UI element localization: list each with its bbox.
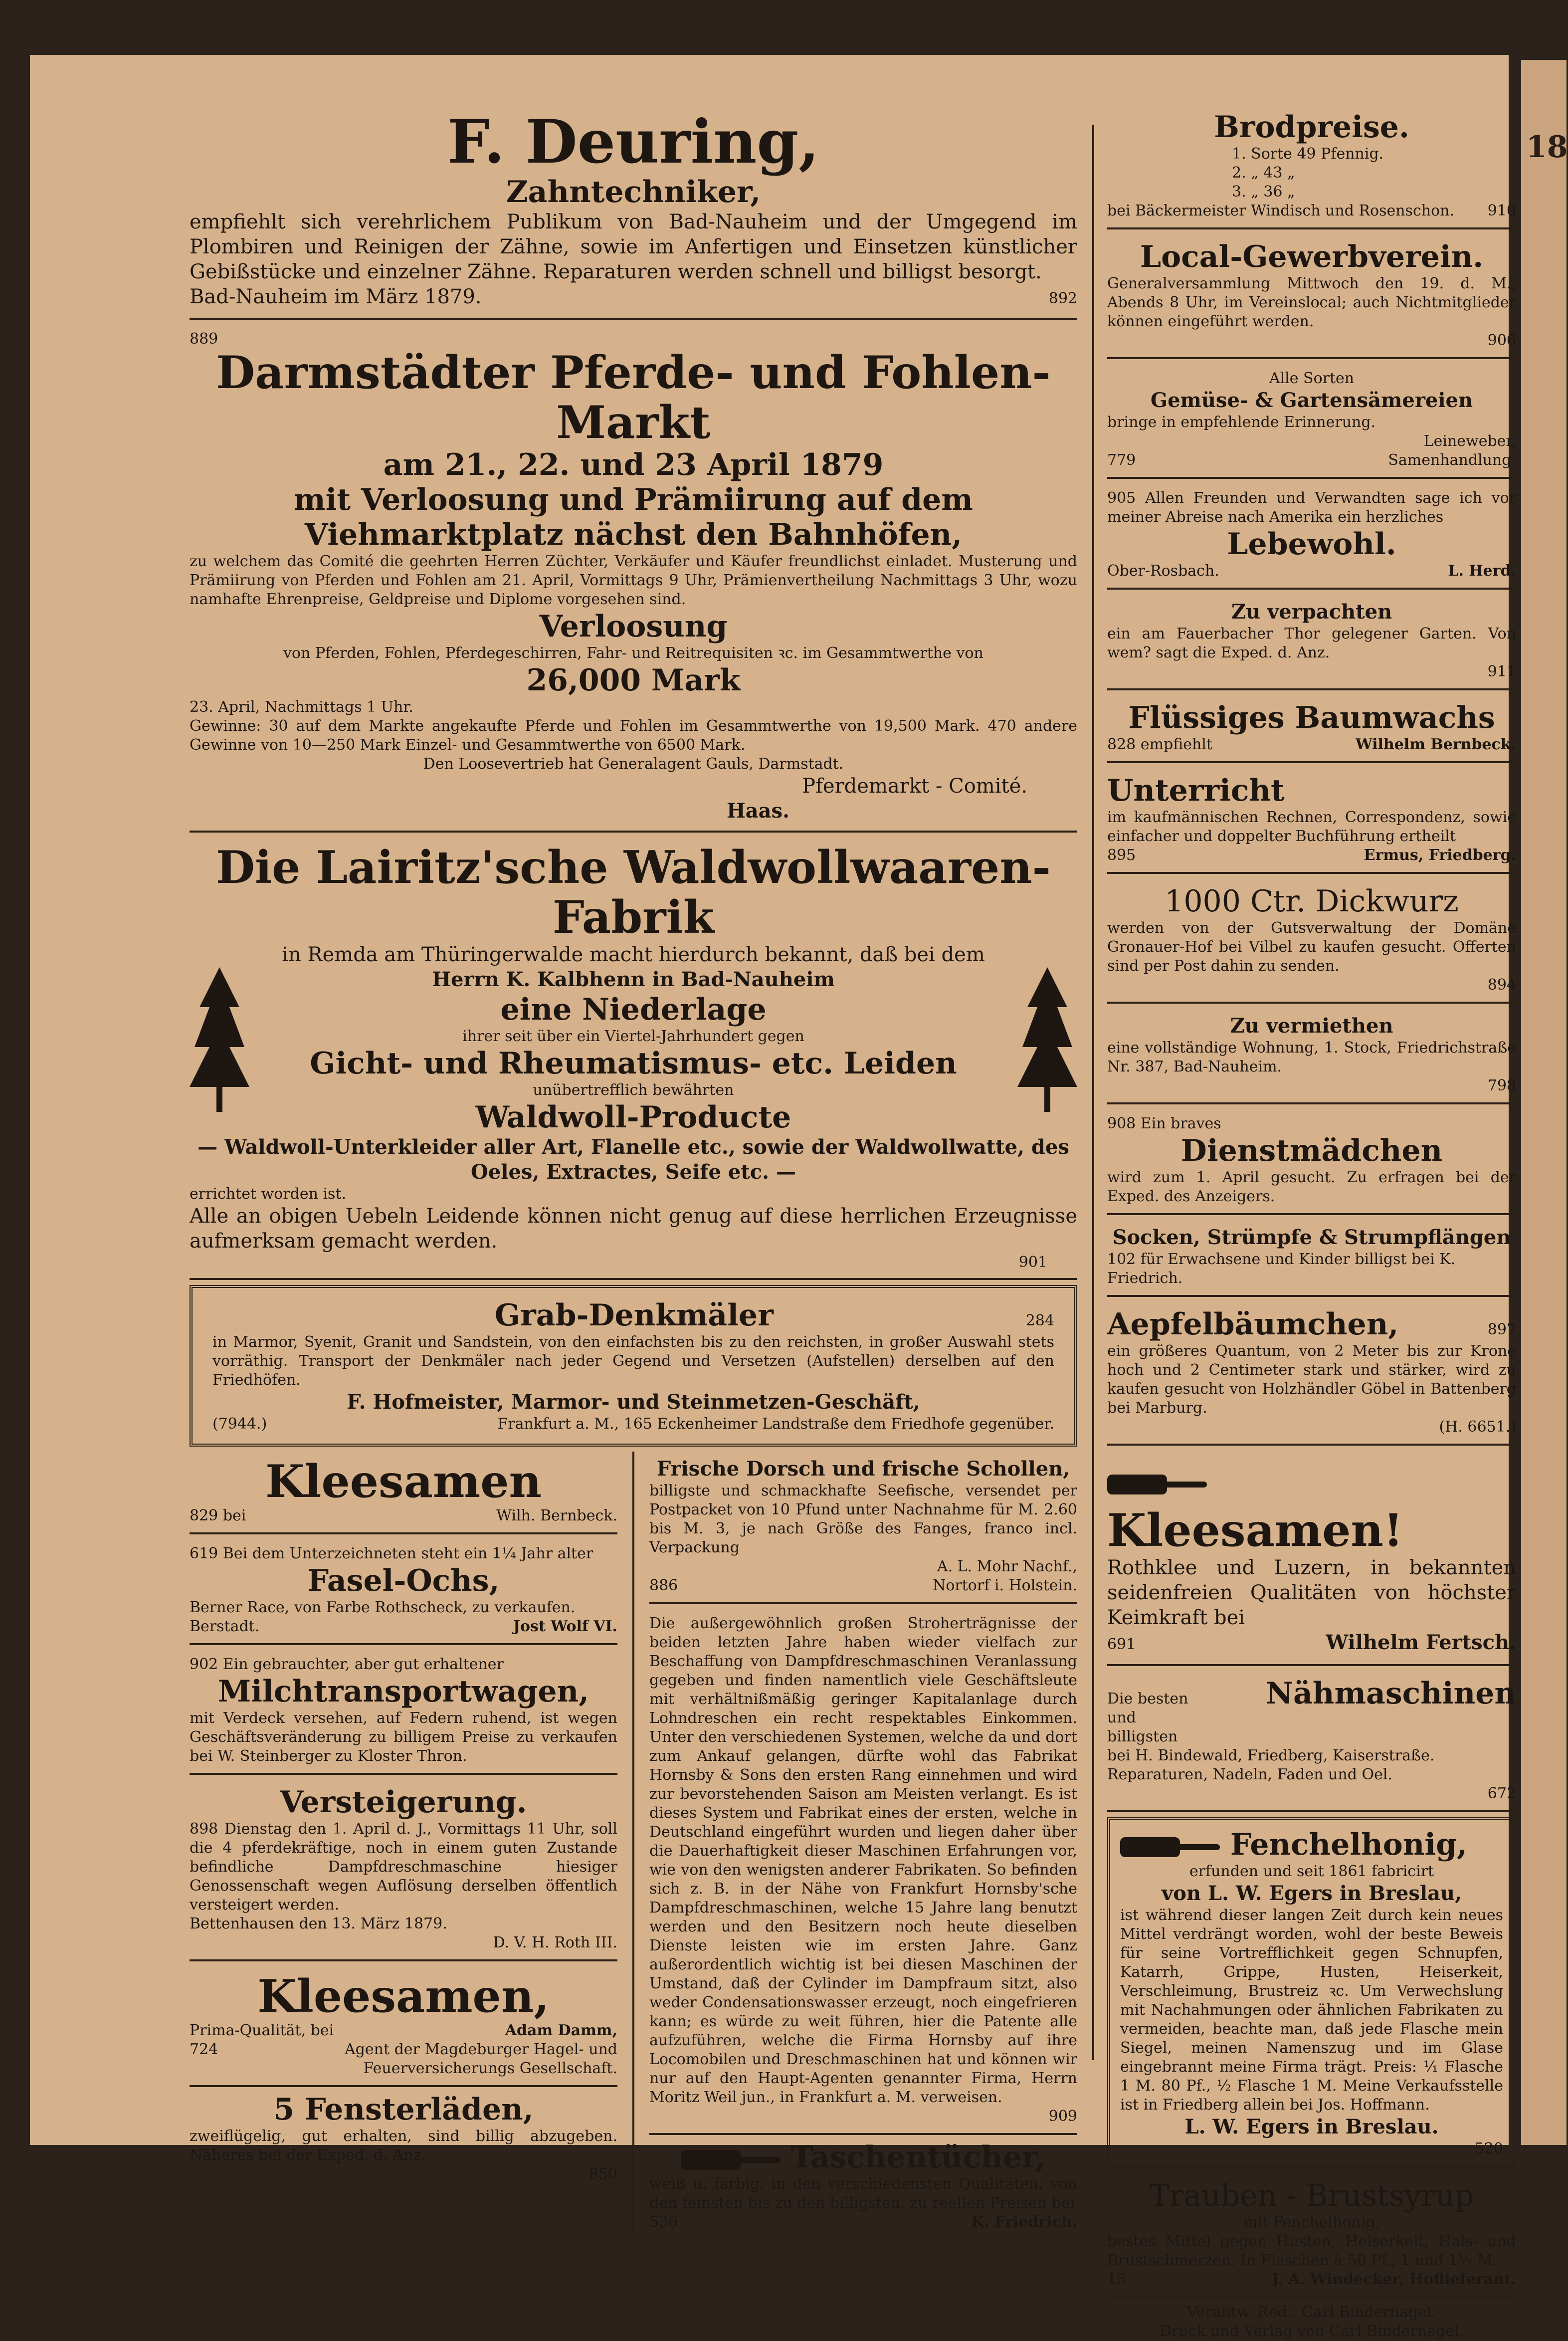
brod-title: Brodpreise. <box>1214 110 1409 145</box>
fasel-text: Berner Race, von Farbe Rothscheck, zu verkaufen. <box>190 1599 576 1616</box>
verpachten-title: Zu verpachten <box>1231 600 1392 624</box>
klee2-sign: Adam Damm, <box>505 2022 617 2039</box>
fenster-text: zweiflügelig, gut erhalten, sind billig abzugeben. Näheres bei der Exped. d. Anz. <box>190 2128 617 2164</box>
lairitz-l4: ihrer seit über ein Viertel-Jahrhundert gegen <box>462 1028 804 1045</box>
markt-sign2: Haas. <box>726 799 790 823</box>
verst-place: Bettenhausen den 13. März 1879. <box>190 1915 447 1932</box>
klee-sign: Wilhelm Fertsch. <box>1326 1631 1516 1654</box>
milch-title: Milchtransportwagen, <box>217 1674 589 1709</box>
klee2-num: 724 <box>190 2041 218 2058</box>
unterricht-sign: Ermus, Friedberg. <box>1364 847 1516 864</box>
right-column <box>1107 105 1516 2341</box>
trauben-title: Trauben - Brustsyrup <box>1149 2178 1474 2213</box>
fenchel-num: 520 <box>1474 2140 1503 2157</box>
brod-row-1: 1. Sorte 49 Pfennig. <box>1232 145 1384 163</box>
vermiethen-num: 798 <box>1487 1077 1516 1094</box>
fenster-title: 5 Fensterläden, <box>273 2092 534 2127</box>
next-page-edge <box>1521 60 1567 2145</box>
lebewohl-sign: L. Herd. <box>1448 562 1516 580</box>
brod-row-2: 2. „ 43 „ <box>1232 164 1295 182</box>
pointing-hand-icon <box>681 2145 781 2175</box>
fenster-num: 850 <box>588 2165 617 2183</box>
fir-tree-icon-left <box>190 967 249 1117</box>
lebewohl-title: Lebewohl. <box>1227 527 1396 562</box>
tasch-title: Taschentücher, <box>790 2140 1046 2175</box>
lebewohl-place: Ober-Rosbach. <box>1107 562 1219 580</box>
verst-sign: D. V. H. Roth III. <box>493 1934 617 1951</box>
gemuese-title: Gemüse- & Gartensämereien <box>1150 389 1473 412</box>
markt-title: Darmstädter Pferde- und Fohlen-Markt <box>216 346 1051 449</box>
verst-title: Versteigerung. <box>280 1785 527 1820</box>
fasel-title: Fasel-Ochs, <box>307 1563 500 1598</box>
lebewohl-text: 905 Allen Freunden und Verwandten sage ich vor meiner Abreise nach Amerika ein herzliches <box>1107 489 1516 526</box>
markt-date: am 21., 22. und 23 April 1879 <box>383 447 884 482</box>
tasch-text: weiß u. farbig, in den verschiedensten Qualitäten, von den feinsten bis zu den billigsten, zu reellen Preisen bei <box>649 2175 1077 2212</box>
markt-sign1: Pferdemarkt - Comité. <box>802 775 1027 798</box>
deuring-text: empfiehlt sich verehrlichem Publikum von Bad-Nauheim und der Umgegend im Plombiren und Reinigen der Zähne, sowie im Anfertigen und Einsetzen künstlicher Gebißstücke und einzelner Zähne. Reparaturen werden schnell und billigst besorgt. <box>190 211 1077 283</box>
imprint-publisher: Druck und Verlag von Carl Bindernagel. <box>1159 2323 1464 2340</box>
fasel-place: Berstadt. <box>190 1618 260 1635</box>
brod-row-3: 3. „ 36 „ <box>1232 183 1295 201</box>
milch-intro: 902 Ein gebrauchter, aber gut erhaltener <box>190 1656 504 1673</box>
fasel-sign: Jost Wolf VI. <box>513 1618 617 1635</box>
left-column <box>190 105 1077 2232</box>
gemuese-num: 779 <box>1107 451 1136 469</box>
lairitz-l3: eine Niederlage <box>500 992 767 1027</box>
klee-title: Kleesamen! <box>1107 1504 1403 1557</box>
klee2-text: Prima-Qualität, bei <box>190 2022 334 2039</box>
pointing-hand-icon-klee <box>1107 1470 1207 1499</box>
markt-p3: 23. April, Nachmittags 1 Uhr. <box>190 698 413 716</box>
klee2-agent: Agent der Magdeburger Hagel- und Feuerversicherungs Gesellschaft. <box>345 2041 617 2077</box>
dorsch-sign: A. L. Mohr Nachf., <box>937 1558 1077 1575</box>
brod-text: bei Bäckermeister Windisch und Rosenschon. <box>1107 202 1454 219</box>
dickwurz-num: 894 <box>1487 976 1516 994</box>
dienst-title: Dienstmädchen <box>1180 1133 1443 1168</box>
deuring-place: Bad-Nauheim im März 1879. <box>190 285 482 308</box>
klee2-title: Kleesamen, <box>257 1970 550 2023</box>
lairitz-l9: errichtet worden ist. <box>190 1185 347 1203</box>
fenchel-text: ist während dieser langen Zeit durch kein neues Mittel verdrängt worden, wohl der beste Beweis für seine Vortrefflichkeit gegen Schnupfen, Katarrh, Grippe, Husten, Heiserkeit, Verschleimung, Brustreiz ꝛc. Um Verwechslung mit Nachahmungen oder ähnlichen Fabrikaten zu vermeiden, beachte man, daß jede Flasche mein Siegel, meinen Namenszug und im Glase eingebrannt meine Firma trägt. Preis: ¹⁄₁ Flasche 1 M. 80 Pf., ½ Flasche 1 M. Meine Verkaufsstelle ist in Friedberg allein bei Jos. Hoffmann. <box>1120 1907 1503 2114</box>
tasch-num: 536 <box>649 2213 678 2231</box>
trauben-text: bestes Mittel gegen Husten, Heiserkeit, Hals- und Brustschmerzen. In Flaschen à 50 Pf., 1 und 1½ M. <box>1107 2233 1516 2269</box>
grab-num: 284 <box>1025 1312 1054 1329</box>
markt-num: 889 <box>190 330 218 348</box>
markt-p1: zu welchem das Comité die geehrten Herren Züchter, Verkäufer und Käufer freundlichst einladet. Musterung und Prämiirung von Pferden und Fohlen am 21. April, Vormittags 9 Uhr, Prämienvertheilung Nachmittags 3 Uhr, wozu namhafte Ehrenpreise, Geldpreise und Diplome vorgesehen sind. <box>190 553 1077 608</box>
fasel-intro: 619 Bei dem Unterzeichneten steht ein 1¼ Jahr alter <box>190 1545 593 1562</box>
stroh-text: Die außergewöhnlich großen Stroherträgnisse der beiden letzten Jahre haben wieder vielfach zur Beschaffung von Dampfdreschmaschinen Veranlassung gegeben und finden namentlich viele Geschäftsleute mit verhältnißmäßig geringer Kapitalanlage durch Lohndreschen ein recht respektables Einkommen. Unter den verschiedenen Systemen, welche da und dort zum Ankauf gelangen, dürfte wohl das Fabrikat Hornsby & Sons den ersten Rang einnehmen und wird zur bevorstehenden Saison am Meisten verlangt. Es ist dieses System und Fabrikat eines der ersten, welche in Deutschland eingeführt wurden und liegen daher über die Dauerhaftigkeit dieser Maschinen Erfahrungen vor, wie von den wenigsten anderer Fabrikaten. So befinden sich z. B. in der Nähe von Frankfurt Hornsby'sche Dampfdreschmaschinen, welche 15 Jahre lang benutzt werden und den Besitzern noch heute dieselben Dienste leisten wie im ersten Jahre. Ganz außerordentlich wichtig ist bei diesen Maschinen der Umstand, daß der Cylinder im Dampfraum sitzt, also weder Condensationswasser erzeugt, noch eingefrieren kann; es würde zu weit führen, hier die Patente alle aufzuführen, welche die Firma Hornsby auf ihre Locomobilen und Dreschmaschinen hat und können wir nur auf den Haupt-Agenten genannter Firma, Herrn Moritz Weil jun., in Frankfurt a. M. verweisen. <box>649 1615 1077 2106</box>
baumwachs-sign: Wilhelm Bernbeck. <box>1355 736 1516 753</box>
aepfel-title: Aepfelbäumchen, <box>1107 1307 1399 1342</box>
aepfel-ref: (H. 6651.) <box>1439 1418 1516 1436</box>
grab-title: Grab-Denkmäler <box>494 1298 774 1333</box>
next-page-number: 18 <box>1526 130 1568 165</box>
ad-lairitz <box>190 838 1077 1280</box>
socken-title: Socken, Strümpfe & Strumpflängen <box>1112 1226 1511 1249</box>
left-subcolumn-b <box>649 1452 1077 2232</box>
vermiethen-text: eine vollständige Wohnung, 1. Stock, Friedrichstraße Nr. 387, Bad-Nauheim. <box>1107 1039 1516 1075</box>
klee-num: 691 <box>1107 1636 1136 1653</box>
socken-text: 102 für Erwachsene und Kinder billigst bei K. Friedrich. <box>1107 1251 1456 1287</box>
verpachten-num: 911 <box>1487 663 1516 680</box>
dienst-text: wird zum 1. April gesucht. Zu erfragen bei der Exped. des Anzeigers. <box>1107 1169 1516 1205</box>
ad-deuring <box>190 105 1077 320</box>
trauben-sub: mit Fenchelhonig, <box>1243 2214 1380 2231</box>
vermiethen-title: Zu vermiethen <box>1230 1014 1393 1038</box>
verpachten-text: ein am Fauerbacher Thor gelegener Garten. Von wem? sagt die Exped. d. Anz. <box>1107 625 1516 661</box>
grab-sign: F. Hofmeister, Marmor- und Steinmetzen-Geschäft, <box>347 1390 920 1414</box>
ad-pferdemarkt <box>190 325 1077 833</box>
baumwachs-num: 828 <box>1107 736 1136 753</box>
deuring-subtitle: Zahntechniker, <box>506 175 761 210</box>
deuring-title: F. Deuring, <box>447 107 820 177</box>
gewerb-title: Local-Gewerbverein. <box>1140 239 1484 274</box>
fenchel-sub: erfunden und seit 1861 fabricirt <box>1189 1863 1434 1880</box>
gewerb-text: Generalversammlung Mittwoch den 19. d. M., Abends 8 Uhr, im Vereinslocal; auch Nichtmitglieder können eingeführt werden. <box>1107 275 1516 330</box>
subcolumn-divider <box>632 1452 634 2232</box>
klee1-num: 829 <box>190 1507 218 1524</box>
newspaper-page <box>30 55 1516 2340</box>
dorsch-text: billigste und schmackhafte Seefische, versendet per Postpacket von 10 Pfund unter Nachnahme für M. 2.60 bis M. 3, je nach Größe des Fanges, franco incl. Verpackung <box>649 1482 1077 1556</box>
ad-fenchelhonig <box>1107 1817 1516 2168</box>
gemuese-pre: Alle Sorten <box>1269 370 1355 387</box>
naeh-text: bei H. Bindewald, Friedberg, Kaiserstraße. Reparaturen, Nadeln, Faden und Oel. <box>1107 1747 1435 1783</box>
fenchel-from: von L. W. Egers in Breslau, <box>1161 1882 1462 1905</box>
gemuese-sign: Leineweber, <box>1423 432 1516 450</box>
milch-text: mit Verdeck versehen, auf Federn ruhend, ist wegen Geschäftsveränderung zu billigem Preise zu verkaufen bei W. Steinberger zu Kloster Thron. <box>190 1709 617 1765</box>
klee1-bei: bei <box>222 1507 246 1524</box>
fir-tree-icon-right <box>1017 967 1077 1117</box>
pointing-hand-icon-fenchel <box>1120 1832 1220 1862</box>
lairitz-l6: unübertrefflich bewährten <box>533 1081 734 1099</box>
lairitz-l7: Waldwoll-Producte <box>475 1100 791 1135</box>
naeh-num: 672 <box>1487 1785 1516 1802</box>
dienst-pre: 908 Ein braves <box>1107 1115 1221 1132</box>
left-subcolumn-a <box>190 1452 617 2232</box>
verst-text: 898 Dienstag den 1. April d. J., Vormittags 11 Uhr, soll die 4 pferdekräftige, noch in einem guten Zustande befindliche Dampfdreschmaschine hiesiger Genossenschaft wegen Auflösung derselben öffentlich versteigert werden. <box>190 1820 617 1914</box>
tasch-sign: K. Friedrich. <box>971 2213 1077 2231</box>
klee1-sign: Wilh. Bernbeck. <box>496 1507 617 1524</box>
trauben-sign: J. A. Windecker, Hoflieferant. <box>1271 2271 1516 2288</box>
aepfel-text: ein größeres Quantum, von 2 Meter bis zur Krone hoch und 2 Centimeter stark und stärker, wird zu kaufen gesucht von Holzhändler Göbel in Battenberg bei Marburg. <box>1107 1342 1516 1417</box>
lairitz-l2: Herrn K. Kalbhenn in Bad-Nauheim <box>432 968 835 991</box>
markt-amount: 26,000 Mark <box>526 663 741 698</box>
dorsch-place: Nortorf i. Holstein. <box>933 1577 1077 1594</box>
unterricht-text: im kaufmännischen Rechnen, Correspondenz, sowie einfacher und doppelter Buchführung ertheilt <box>1107 809 1516 845</box>
unterricht-num: 895 <box>1107 847 1136 864</box>
imprint-editor: Verantw. Red.: Carl Bindernagel. <box>1186 2304 1437 2321</box>
klee-text: Rothklee und Luzern, in bekannten seidenfreien Qualitäten von höchster Keimkraft bei <box>1107 1556 1516 1629</box>
left-subcolumns <box>190 1452 1077 2232</box>
dickwurz-text: werden von der Gutsverwaltung der Domäne Gronauer-Hof bei Vilbel zu kaufen gesucht. Offerten sind per Post dahin zu senden. <box>1107 919 1516 975</box>
gemuese-text: bringe in empfehlende Erinnerung. <box>1107 414 1376 431</box>
markt-line: mit Verloosung und Prämiirung auf dem Viehmarktplatz nächst den Bahnhöfen, <box>294 482 973 552</box>
lairitz-l1: in Remda am Thüringerwalde macht hierdurch bekannt, daß bei dem <box>282 943 985 966</box>
markt-p5: Den Loosevertrieb hat Generalagent Gauls, Darmstadt. <box>423 755 844 773</box>
grab-ref: (7944.) <box>212 1415 267 1433</box>
lairitz-title: Die Lairitz'sche Waldwollwaaren-Fabrik <box>215 841 1051 944</box>
aepfel-num: 897 <box>1487 1321 1516 1338</box>
lairitz-num: 901 <box>1018 1254 1047 1271</box>
markt-verloosung: Verloosung <box>539 609 728 644</box>
dorsch-title: Frische Dorsch und frische Schollen, <box>656 1457 1070 1481</box>
lairitz-l10: Alle an obigen Uebeln Leidende können nicht genug auf diese herrlichen Erzeugnisse aufmerksam gemacht werden. <box>190 1205 1077 1253</box>
fenchel-sign: L. W. Egers in Breslau. <box>1184 2115 1439 2138</box>
grab-addr: Frankfurt a. M., 165 Eckenheimer Landstraße dem Friedhofe gegenüber. <box>497 1415 1054 1433</box>
gewerb-num: 906 <box>1487 332 1516 349</box>
unterricht-title: Unterricht <box>1107 773 1285 808</box>
klee1-title: Kleesamen <box>265 1455 542 1508</box>
gemuese-sub: Samenhandlung. <box>1388 451 1516 469</box>
deuring-num: 892 <box>1048 290 1077 307</box>
brod-num: 910 <box>1487 202 1516 219</box>
dickwurz-title: 1000 Ctr. Dickwurz <box>1165 884 1459 919</box>
grab-text: in Marmor, Syenit, Granit und Sandstein, von den einfachsten bis zu den reichsten, in großer Auswahl stets vorräthig. Transport der Denkmäler nach jeder Gegend und Versetzen (Aufstellen) derselben auf den Friedhöfen. <box>212 1333 1054 1389</box>
naeh-title: Nähmaschinen <box>1266 1676 1516 1711</box>
naeh-pre: Die besten und billigsten <box>1107 1690 1188 1745</box>
stroh-num: 909 <box>1048 2108 1077 2125</box>
markt-p2: von Pferden, Fohlen, Pferdegeschirren, Fahr- und Reitrequisiten ꝛc. im Gesammtwerthe von <box>283 644 983 662</box>
baumwachs-text: empfiehlt <box>1140 736 1212 753</box>
markt-p4: Gewinne: 30 auf dem Markte angekaufte Pferde und Fohlen im Gesammtwerthe von 19,500 Mark. 470 andere Gewinne von 10—250 Mark Einzel- und Gesammtwerthe von 6500 Mark. <box>190 717 1077 754</box>
trauben-num: 15 <box>1107 2271 1127 2288</box>
fenchel-title: Fenchelhonig, <box>1230 1827 1468 1862</box>
ad-grab-denkmaeler <box>190 1285 1077 1447</box>
lairitz-l8: — Waldwoll-Unterkleider aller Art, Flanelle etc., sowie der Waldwollwatte, des Oeles, Extractes, Seife etc. — <box>197 1135 1069 1184</box>
column-divider <box>1092 125 1094 2060</box>
baumwachs-title: Flüssiges Baumwachs <box>1128 700 1495 735</box>
lairitz-l5: Gicht- und Rheumatismus- etc. Leiden <box>310 1046 957 1081</box>
dorsch-num: 886 <box>649 1577 678 1594</box>
